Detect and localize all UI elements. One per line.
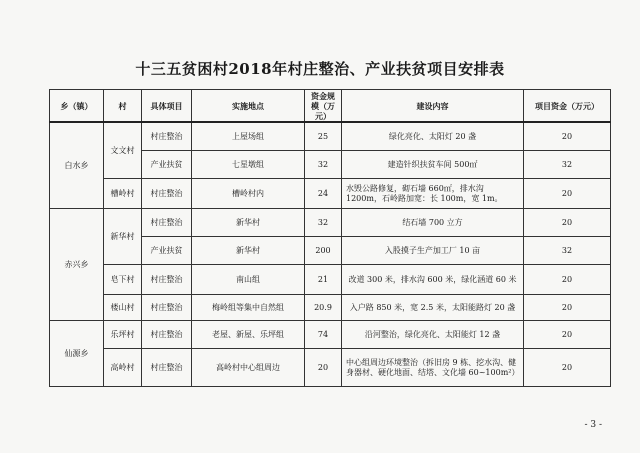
village-cell: 皂下村: [104, 265, 142, 295]
project-cell: 村庄整治: [142, 349, 192, 387]
scale-cell: 20.9: [305, 295, 342, 321]
content-cell: 结石墙 700 立方: [342, 209, 524, 237]
location-cell: 槽岭村内: [192, 179, 305, 209]
header-location: 实施地点: [192, 90, 305, 123]
project-table: [49, 89, 611, 387]
table-row: [50, 209, 611, 237]
location-cell: 上屋场组: [192, 122, 305, 151]
project-cell: 村庄整治: [142, 321, 192, 349]
funding-cell: 20: [524, 295, 611, 321]
project-cell: 村庄整治: [142, 122, 192, 151]
scale-cell: 20: [305, 349, 342, 387]
project-cell: 村庄整治: [142, 179, 192, 209]
header-content: 建设内容: [342, 90, 524, 123]
table-row: [50, 321, 611, 349]
location-cell: 新华村: [192, 209, 305, 237]
table-row: [50, 179, 611, 209]
content-cell: 建造针织扶贫车间 500㎡: [342, 151, 524, 179]
village-cell: 槽岭村: [104, 179, 142, 209]
funding-cell: 20: [524, 265, 611, 295]
funding-cell: 20: [524, 179, 611, 209]
content-cell: 水毁公路修复，砌石墙 660㎡，排水沟 1200m，石岭路加宽：长 100m，宽 1m。: [342, 179, 524, 209]
funding-cell: 20: [524, 122, 611, 151]
table-header-row: [50, 90, 611, 123]
content-cell: 中心组周边环境整治（拆旧房 9 栋、挖水沟、健身器材、硬化地面、结塔、文化墙 60~100m²）: [342, 349, 524, 387]
header-funding: 项目资金（万元）: [524, 90, 611, 123]
project-cell: 村庄整治: [142, 209, 192, 237]
funding-cell: 20: [524, 321, 611, 349]
scale-cell: 74: [305, 321, 342, 349]
table-row: [50, 122, 611, 151]
project-cell: 村庄整治: [142, 295, 192, 321]
page-title: 十三五贫困村2018年村庄整治、产业扶贫项目安排表: [135, 60, 505, 78]
content-cell: 入户路 850 米，宽 2.5 米，太阳能路灯 20 盏: [342, 295, 524, 321]
funding-cell: 32: [524, 237, 611, 265]
village-cell: 楼山村: [104, 295, 142, 321]
location-cell: 七星墩组: [192, 151, 305, 179]
location-cell: 老屋、新屋、乐坪组: [192, 321, 305, 349]
village-cell: 高岭村: [104, 349, 142, 387]
village-cell: 新华村: [104, 209, 142, 265]
project-cell: 村庄整治: [142, 265, 192, 295]
table-row: [50, 295, 611, 321]
funding-cell: 20: [524, 209, 611, 237]
location-cell: 高岭村中心组周边: [192, 349, 305, 387]
township-cell: 仙源乡: [50, 321, 104, 387]
table-row: [50, 349, 611, 387]
header-village: 村: [104, 90, 142, 123]
location-cell: 梅岭组等集中自然组: [192, 295, 305, 321]
project-cell: 产业扶贫: [142, 237, 192, 265]
content-cell: 绿化亮化、太阳灯 20 盏: [342, 122, 524, 151]
township-cell: 赤兴乡: [50, 209, 104, 321]
funding-cell: 32: [524, 151, 611, 179]
header-scale: 资金规模（万元）: [305, 90, 342, 123]
location-cell: 南山组: [192, 265, 305, 295]
scale-cell: 32: [305, 151, 342, 179]
header-project: 具体项目: [142, 90, 192, 123]
village-cell: 文文村: [104, 122, 142, 179]
scale-cell: 21: [305, 265, 342, 295]
village-cell: 乐坪村: [104, 321, 142, 349]
page-number: - 3 -: [584, 420, 602, 430]
content-cell: 沿河整治，绿化亮化、太阳能灯 12 盏: [342, 321, 524, 349]
scale-cell: 32: [305, 209, 342, 237]
content-cell: 入股摸子生产加工厂 10 亩: [342, 237, 524, 265]
content-cell: 改道 300 米，排水沟 600 米，绿化涵道 60 米: [342, 265, 524, 295]
table-row: [50, 265, 611, 295]
scale-cell: 200: [305, 237, 342, 265]
scale-cell: 25: [305, 122, 342, 151]
township-cell: 白水乡: [50, 122, 104, 209]
scale-cell: 24: [305, 179, 342, 209]
project-cell: 产业扶贫: [142, 151, 192, 179]
header-township: 乡（镇）: [50, 90, 104, 123]
funding-cell: 20: [524, 349, 611, 387]
location-cell: 新华村: [192, 237, 305, 265]
